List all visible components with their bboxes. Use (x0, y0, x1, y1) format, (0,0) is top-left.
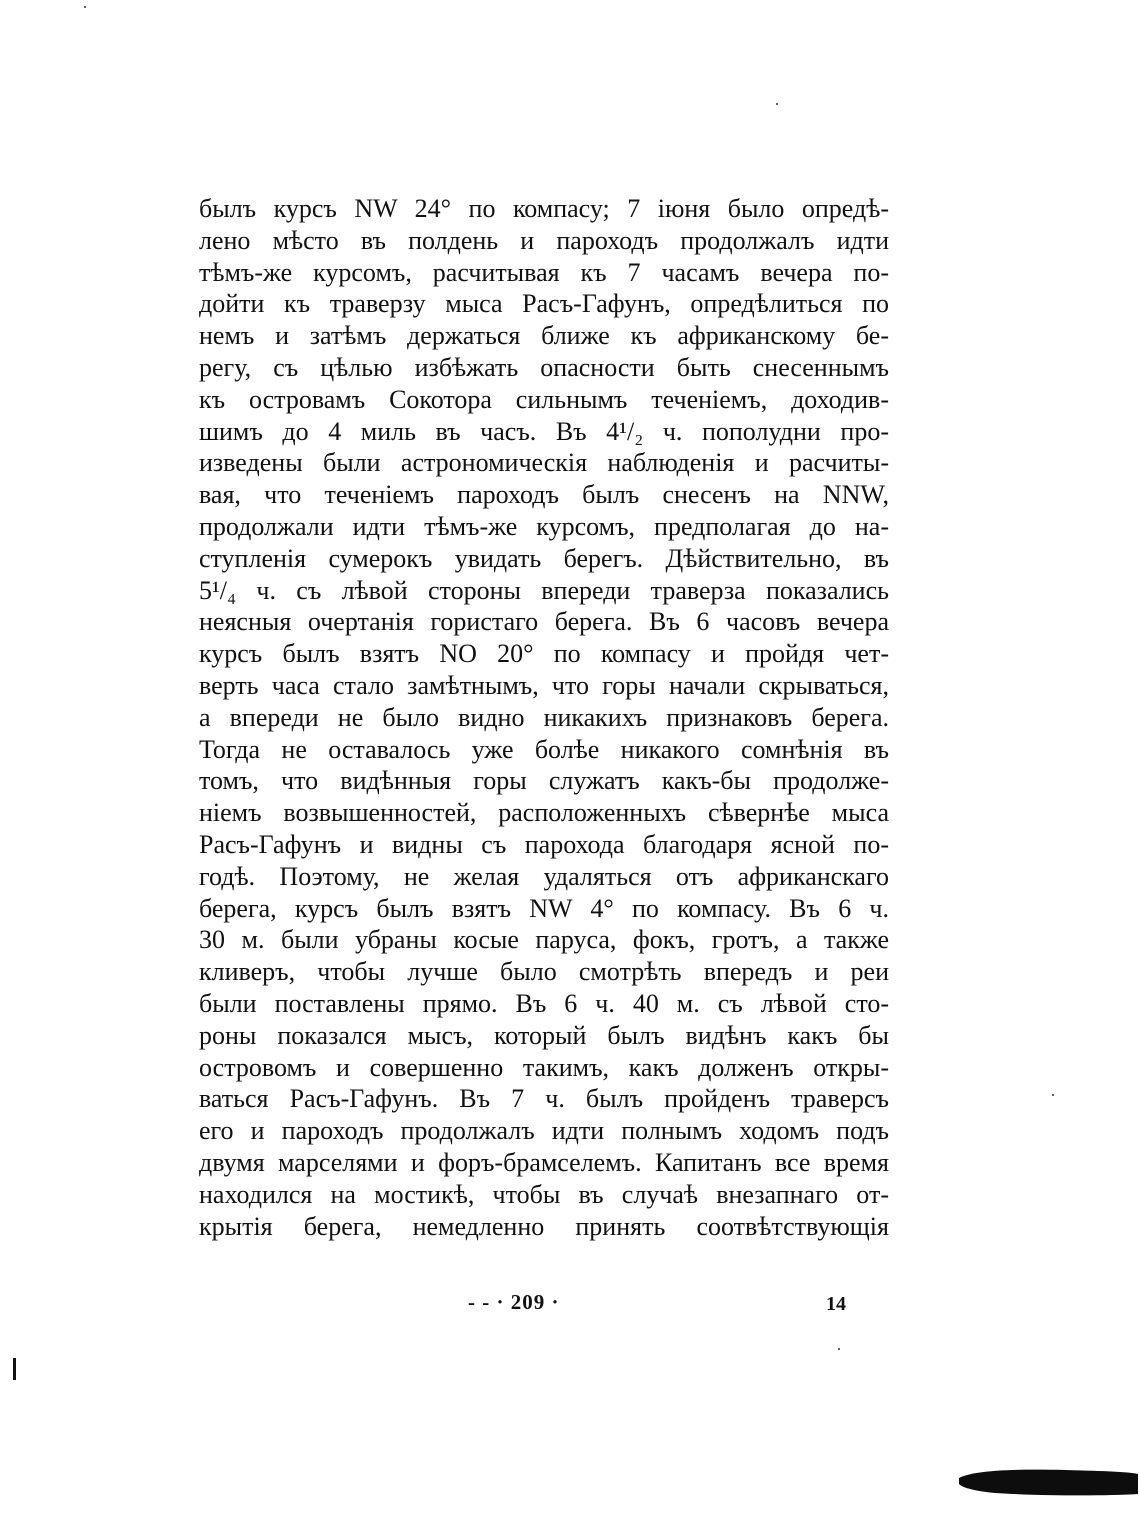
text-line: крытія берега, немедленно принять соотвѣтствующія (199, 1211, 889, 1241)
text-line: немъ и затѣмъ держаться ближе къ африканскому бе- (199, 321, 889, 351)
signature-mark: 14 (826, 1293, 846, 1315)
body-text (199, 193, 889, 1242)
scan-speck (776, 103, 778, 105)
text-line: къ островамъ Сокотора сильнымъ теченіемъ, доходив- (199, 384, 889, 414)
text-line: ніемъ возвышенностей, расположенныхъ сѣвернѣе мыса (199, 798, 889, 828)
text-line: были поставлены прямо. Въ 6 ч. 40 м. съ лѣвой сто- (199, 988, 889, 1018)
text-line: берега, курсъ былъ взятъ NW 4° по компасу. Въ 6 ч. (199, 893, 889, 923)
scan-edge-mark (13, 1358, 16, 1380)
text-line: курсъ былъ взятъ NO 20° по компасу и пройдя чет- (199, 639, 889, 669)
scan-speck (84, 6, 86, 8)
text-line: дойти къ траверзу мыса Расъ-Гафунъ, опредѣлиться по (199, 289, 889, 319)
ink-smudge (955, 1460, 1140, 1500)
text-line: неясныя очертанія гористаго берега. Въ 6 часовъ вечера (199, 607, 889, 637)
scan-speck (1052, 1094, 1054, 1096)
text-line: двумя марселями и форъ-брамселемъ. Капитанъ все время (199, 1147, 889, 1177)
text-line: ступленія сумерокъ увидать берегъ. Дѣйствительно, въ (199, 543, 889, 573)
text-line: томъ, что видѣнныя горы служатъ какъ-бы продолже- (199, 766, 889, 796)
text-line: вая, что теченіемъ пароходъ былъ снесенъ на NNW, (199, 480, 889, 510)
text-line: тѣмъ-же курсомъ, расчитывая къ 7 часамъ вечера по- (199, 257, 889, 287)
text-line: а впереди не было видно никакихъ признаковъ берега. (199, 702, 889, 732)
text-line: 5¹/₄ ч. съ лѣвой стороны впереди траверза показались (199, 575, 889, 605)
text-line: ваться Расъ-Гафунъ. Въ 7 ч. былъ пройденъ траверсъ (199, 1084, 889, 1114)
text-line: регу, съ цѣлью избѣжать опасности быть снесеннымъ (199, 352, 889, 382)
text-line: роны показался мысъ, который былъ видѣнъ какъ бы (199, 1020, 889, 1050)
text-line: изведены были астрономическія наблюденія и расчиты- (199, 448, 889, 478)
text-line: лено мѣсто въ полдень и пароходъ продолжалъ идти (199, 225, 889, 255)
text-line: его и пароходъ продолжалъ идти полнымъ ходомъ подъ (199, 1116, 889, 1146)
page-number: - - · 209 · (468, 1290, 560, 1314)
text-line: годѣ. Поэтому, не желая удаляться отъ африканскаго (199, 861, 889, 891)
text-line: шимъ до 4 миль въ часъ. Въ 4¹/₂ ч. пополудни про- (199, 416, 889, 446)
text-line: былъ курсъ NW 24° по компасу; 7 іюня было опредѣ- (199, 194, 889, 223)
text-line: Тогда не оставалось уже болѣе никакого сомнѣнія въ (199, 734, 889, 764)
text-line: находился на мостикѣ, чтобы въ случаѣ внезапнаго от- (199, 1179, 889, 1209)
text-line: островомъ и совершенно такимъ, какъ долженъ откры- (199, 1052, 889, 1082)
text-line: продолжали идти тѣмъ-же курсомъ, предполагая до на- (199, 511, 889, 541)
scan-speck (838, 1348, 840, 1350)
text-line: 30 м. были убраны косые паруса, фокъ, гротъ, а также (199, 925, 889, 955)
text-line: верть часа стало замѣтнымъ, что горы начали скрываться, (199, 670, 889, 700)
text-line: Расъ-Гафунъ и видны съ парохода благодаря ясной по- (199, 829, 889, 859)
text-line: кливеръ, чтобы лучше было смотрѣть впередъ и реи (199, 957, 889, 987)
